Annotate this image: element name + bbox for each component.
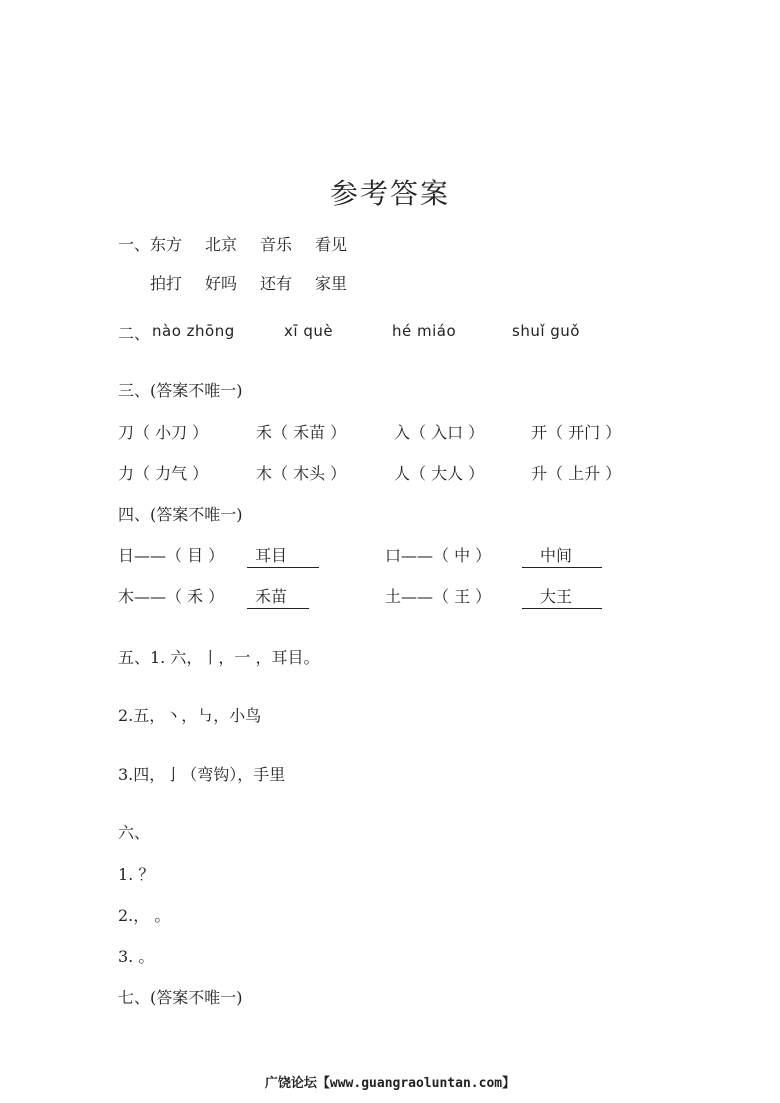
- q1-label: 一、: [118, 235, 151, 254]
- q2-pinyin: nào zhōng: [152, 322, 235, 340]
- page-title: 参考答案: [329, 177, 450, 210]
- q5-line: 2.五，丶，㇉，小鸟: [118, 706, 262, 725]
- q4-answer-text: 中间: [540, 546, 573, 565]
- q3-row2-item: 人（ 大人 ）: [394, 464, 485, 483]
- q4-row1-prefix: 口——（ 中 ）: [385, 546, 492, 565]
- q2-pinyin: shuǐ guǒ: [512, 322, 580, 340]
- q4-answer-text: 耳目: [255, 546, 288, 565]
- q1-row1-item: 看见: [315, 235, 348, 254]
- q3-row1-item: 开（ 开门 ）: [531, 423, 622, 442]
- q1-row2-item: 拍打: [150, 274, 183, 293]
- footer: [0, 1072, 780, 1091]
- footer-url[interactable]: 【www.guangraoluntan.com】: [316, 1076, 516, 1091]
- q7-header: 七、(答案不唯一): [118, 988, 243, 1007]
- q5-line: 3.四，亅（弯钩），手里: [118, 765, 286, 784]
- footer-site: 广饶论坛: [264, 1076, 317, 1091]
- q3-row1-item: 刀（ 小刀 ）: [118, 423, 209, 442]
- q1-row2-item: 好吗: [205, 274, 238, 293]
- q4-answer: [247, 543, 319, 568]
- q4-row1-prefix: 日——（ 目 ）: [118, 546, 225, 565]
- q2-label: 二、: [118, 324, 151, 343]
- q3-header: 三、(答案不唯一): [118, 381, 243, 400]
- q4-answer: [522, 543, 602, 568]
- q1-row1-item: 音乐: [260, 235, 293, 254]
- q6-header: 六、: [118, 823, 151, 842]
- q2-pinyin: hé miáo: [392, 322, 457, 340]
- q4-answer: [247, 584, 309, 609]
- q1-row1-item: 东方: [150, 235, 183, 254]
- q4-row2-prefix: 土——（ 王 ）: [385, 587, 492, 606]
- q6-line: 3. 。: [118, 947, 155, 966]
- q4-answer-text: 大王: [540, 587, 573, 606]
- q5-line: 五、1. 六，丨，一 ，耳目。: [118, 648, 320, 667]
- q4-answer: [522, 584, 602, 609]
- q6-line: 2.， 。: [118, 906, 171, 925]
- q6-line: 1. ？: [118, 865, 155, 884]
- q1-row2-item: 还有: [260, 274, 293, 293]
- q3-row1-item: 禾（ 禾苗 ）: [256, 423, 347, 442]
- q4-answer-text: 禾苗: [255, 587, 288, 606]
- q2-pinyin: xī què: [284, 322, 334, 340]
- q3-row2-item: 升（ 上升 ）: [531, 464, 622, 483]
- q4-header: 四、(答案不唯一): [118, 505, 243, 524]
- q1-row2-item: 家里: [315, 274, 348, 293]
- q4-row2-prefix: 木——（ 禾 ）: [118, 587, 225, 606]
- q1-row1-item: 北京: [205, 235, 238, 254]
- q3-row2-item: 木（ 木头 ）: [256, 464, 347, 483]
- q3-row2-item: 力（ 力气 ）: [118, 464, 209, 483]
- q3-row1-item: 入（ 入口 ）: [394, 423, 485, 442]
